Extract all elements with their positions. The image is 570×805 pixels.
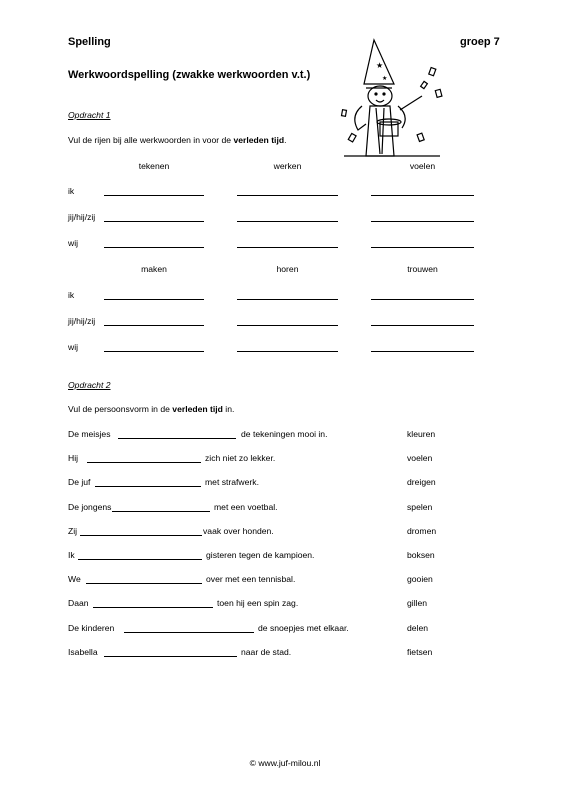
answer-line[interactable] bbox=[237, 299, 338, 300]
answer-line[interactable] bbox=[371, 195, 474, 196]
answer-line[interactable] bbox=[87, 462, 201, 463]
answer-line[interactable] bbox=[237, 221, 338, 222]
answer-line[interactable] bbox=[371, 247, 474, 248]
verb-hint: delen bbox=[407, 623, 429, 633]
verb-hint: kleuren bbox=[407, 429, 436, 439]
answer-line[interactable] bbox=[95, 486, 201, 487]
answer-line[interactable] bbox=[104, 221, 204, 222]
answer-line[interactable] bbox=[104, 195, 204, 196]
sentence-start: De jongens bbox=[68, 502, 112, 512]
verb-hint: gillen bbox=[407, 598, 428, 608]
wizard-cape bbox=[355, 106, 366, 130]
sentence-end: met strafwerk. bbox=[205, 477, 259, 487]
verb-hint: gooien bbox=[407, 574, 433, 584]
page-title: Werkwoordspelling (zwakke werkwoorden v.t.) bbox=[68, 69, 311, 81]
subject-title: Spelling bbox=[68, 36, 111, 48]
sentence-end: de snoepjes met elkaar. bbox=[258, 623, 349, 633]
pronoun-label: ik bbox=[68, 186, 75, 196]
answer-line[interactable] bbox=[371, 221, 474, 222]
sentence-start: De meisjes bbox=[68, 429, 111, 439]
answer-line[interactable] bbox=[237, 351, 338, 352]
wizard-face bbox=[368, 86, 392, 106]
verb-heading: trouwen bbox=[407, 264, 438, 274]
sentence-end: de tekeningen mooi in. bbox=[241, 429, 328, 439]
sentence-start: De juf bbox=[68, 477, 91, 487]
sentence-end: naar de stad. bbox=[241, 647, 292, 657]
pronoun-label: jij/hij/zij bbox=[68, 316, 96, 326]
verb-hint: dreigen bbox=[407, 477, 436, 487]
verb-heading: werken bbox=[273, 161, 302, 171]
sentence-end: zich niet zo lekker. bbox=[205, 453, 276, 463]
verb-hint: fietsen bbox=[407, 647, 433, 657]
sentence-start: Ik bbox=[68, 550, 75, 560]
answer-line[interactable] bbox=[237, 195, 338, 196]
footer-copyright: © www.juf-milou.nl bbox=[249, 758, 321, 768]
sentence-start: Isabella bbox=[68, 647, 98, 657]
svg-text:★: ★ bbox=[376, 61, 384, 70]
verb-heading: tekenen bbox=[138, 161, 170, 171]
magic-wand bbox=[400, 96, 422, 110]
answer-line[interactable] bbox=[93, 607, 213, 608]
answer-line[interactable] bbox=[80, 535, 202, 536]
answer-line[interactable] bbox=[118, 438, 236, 439]
sentence-start: De kinderen bbox=[68, 623, 115, 633]
answer-line[interactable] bbox=[78, 559, 202, 560]
verb-heading: maken bbox=[141, 264, 167, 274]
pronoun-label: wij bbox=[68, 238, 79, 248]
svg-text:★: ★ bbox=[382, 76, 388, 82]
answer-line[interactable] bbox=[237, 247, 338, 248]
answer-line[interactable] bbox=[104, 299, 204, 300]
answer-line[interactable] bbox=[371, 299, 474, 300]
verb-hint: voelen bbox=[407, 453, 433, 463]
sentence-start: Daan bbox=[68, 598, 89, 608]
opdracht2-label: Opdracht 2 bbox=[68, 380, 111, 390]
verb-heading: horen bbox=[276, 264, 299, 274]
opdracht1-label: Opdracht 1 bbox=[68, 110, 111, 120]
pronoun-label: jij/hij/zij bbox=[68, 212, 96, 222]
verb-hint: boksen bbox=[407, 550, 435, 560]
answer-line[interactable] bbox=[104, 351, 204, 352]
answer-line[interactable] bbox=[237, 325, 338, 326]
opdracht2-instruction: Vul de persoonsvorm in de verleden tijd in. bbox=[68, 404, 235, 414]
pronoun-label: ik bbox=[68, 290, 75, 300]
sentence-end: vaak over honden. bbox=[203, 526, 274, 536]
answer-line[interactable] bbox=[112, 511, 210, 512]
answer-line[interactable] bbox=[124, 632, 254, 633]
pronoun-label: wij bbox=[68, 342, 79, 352]
verb-hint: dromen bbox=[407, 526, 437, 536]
verb-hint: spelen bbox=[407, 502, 433, 512]
opdracht1-instruction: Vul de rijen bij alle werkwoorden in voor de verleden tijd. bbox=[68, 135, 287, 145]
sentence-start: We bbox=[68, 574, 81, 584]
sentence-start: Zij bbox=[68, 526, 78, 536]
group-label: groep 7 bbox=[460, 36, 500, 48]
wizard-illustration bbox=[336, 38, 448, 160]
sentence-end: met een voetbal. bbox=[214, 502, 278, 512]
answer-line[interactable] bbox=[104, 247, 204, 248]
verb-heading: voelen bbox=[409, 161, 436, 171]
sentence-start: Hij bbox=[68, 453, 79, 463]
answer-line[interactable] bbox=[371, 325, 474, 326]
sentence-end: over met een tennisbal. bbox=[206, 574, 296, 584]
answer-line[interactable] bbox=[104, 656, 237, 657]
answer-line[interactable] bbox=[104, 325, 204, 326]
sentence-end: gisteren tegen de kampioen. bbox=[206, 550, 315, 560]
answer-line[interactable] bbox=[86, 583, 202, 584]
sentence-end: toen hij een spin zag. bbox=[217, 598, 299, 608]
answer-line[interactable] bbox=[371, 351, 474, 352]
